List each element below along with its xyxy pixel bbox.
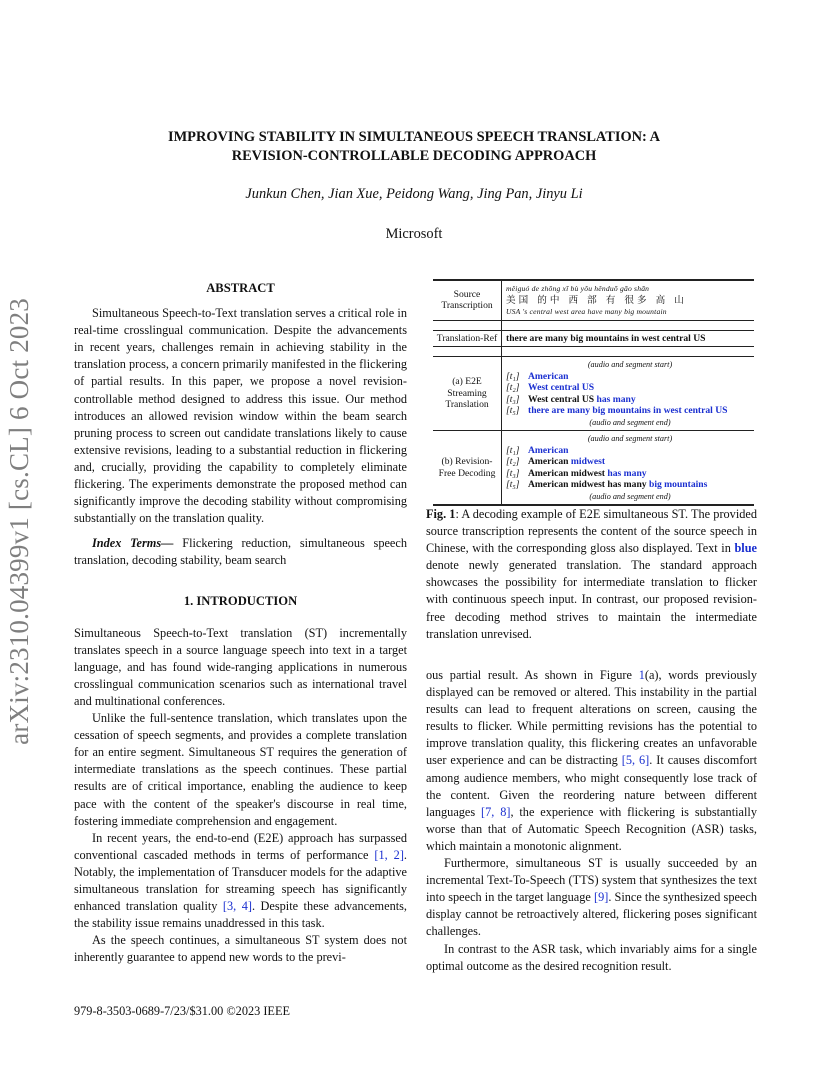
- index-terms-text: Flickering reduction, simultaneous speech translation, decoding stability, beam search: [74, 536, 407, 568]
- right-column: [426, 667, 757, 975]
- title-line-2: REVISION-CONTROLLABLE DECODING APPROACH: [231, 148, 597, 164]
- timestep-label: [t₂]: [506, 456, 520, 467]
- citation-link[interactable]: [3, 4]: [222, 899, 252, 914]
- translation-row: [506, 371, 754, 383]
- intro-paragraph-4: As the speech continues, a simultaneous ST system does not inherently guarantee to append new words to the previ-: [74, 933, 407, 965]
- source-label: Source Transcription: [433, 280, 502, 320]
- end-note: (audio and segment end): [589, 491, 671, 501]
- new-text: West central US: [528, 382, 595, 393]
- figure-1-table: [433, 279, 754, 506]
- timestep-label: [t₅]: [506, 405, 520, 416]
- new-text: big mountains: [648, 479, 708, 490]
- left-column: [74, 280, 407, 966]
- stable-text: American midwest: [528, 467, 608, 479]
- start-note: (audio and segment start): [587, 360, 673, 369]
- timestep-label: [t₅]: [506, 479, 520, 490]
- intro-p3-text-a: In recent years, the end-to-end (E2E) approach has surpassed conventional cascaded methods in terms of performance: [74, 830, 407, 862]
- translation-row: [506, 405, 754, 417]
- arxiv-sidebar-id: arXiv:2310.04399v1 [cs.CL] 6 Oct 2023: [4, 298, 34, 745]
- stable-text: American midwest has many: [528, 479, 649, 490]
- authors: Junkun Chen, Jian Xue, Peidong Wang, Jing Pan, Jinyu Li: [245, 186, 583, 202]
- intro-p3-text-c: . Despite these advancements, the stability issue remains unaddressed in this task.: [74, 899, 407, 931]
- timestep-label: [t₁]: [506, 370, 520, 382]
- right-p1-c: . It causes discomfort among audience members, who might consequently lose track of the content. Given the reordering nature between different languages: [426, 753, 758, 819]
- gloss-row: USA 's central west area have many big mountain: [506, 307, 667, 316]
- translation-row: [506, 468, 754, 480]
- translation-row: [506, 456, 754, 468]
- right-p2-a: Furthermore, simultaneous ST is usually succeeded by an incremental Text-To-Speech (TTS) system that synthesizes the text into speech in the target language: [426, 856, 757, 905]
- new-text: has many: [596, 393, 636, 405]
- intro-paragraph-2: Unlike the full-sentence translation, which translates upon the cessation of speech segments, and provides a complete translation for an entire segment. Simultaneous ST requires the generation of intermediate translations as the speech continues. These partial results are of critical importance, enabling the audience to keep pace with the content of the speaker's discourse in real time, fostering immediate comprehension and engagement.: [74, 711, 407, 828]
- timestep-label: [t₃]: [506, 393, 520, 405]
- right-p1-d: , the experience with flickering is substantially worse than that of Automatic Speech Recognition (ASR) tasks, which maintain a monotonic alignment.: [426, 804, 757, 853]
- timestep-label: [t₂]: [506, 382, 520, 393]
- figure-caption: [426, 506, 757, 643]
- revision-free-rows: [506, 445, 754, 491]
- revision-free-label: (b) Revision-Free Decoding: [433, 431, 502, 506]
- intro-heading: 1. INTRODUCTION: [183, 593, 298, 608]
- intro-paragraph-1: Simultaneous Speech-to-Text translation (ST) incrementally translates speech in a source language speech into text in a target language, and has found wide-ranging applications in numerous crosslingual communication scenarios such as international travel and multinational conferences.: [74, 625, 407, 708]
- affiliation: Microsoft: [385, 226, 443, 242]
- citation-link[interactable]: [5, 6]: [621, 753, 650, 768]
- intro-p3-text-b: . Notably, the implementation of Transducer models for the adaptive simultaneous translation for streaming speech has significantly enhanced translation quality: [74, 847, 407, 914]
- index-terms: [74, 535, 407, 569]
- right-paragraph-2: [426, 855, 757, 940]
- abstract-text: Simultaneous Speech-to-Text translation serves a critical role in real-time crosslingual communication. Despite the advancements in recent years, challenges remain in achieving stability in the translation process, a concern primarily manifested in the flickering of partial results. In this paper, we propose a novel revision-controllable method designed to address this issue. Our method introduces an allowed revision window within the beam search pruning process to screen out candidate translations likely to cause extensive revisions, leading to a substantial reduction in flickering and, crucially, providing the capability to completely eliminate flickering. The experiments demonstrate the proposed method can significantly improve the decoding stability without compromising substantially on the translation quality.: [74, 306, 407, 526]
- caption-blue-word: blue: [734, 541, 757, 556]
- e2e-rows: [506, 371, 754, 417]
- timestep-label: [t₃]: [506, 467, 520, 479]
- new-text: has many: [607, 467, 647, 479]
- ref-label: Translation-Ref: [433, 330, 502, 347]
- right-p1-b: (a), words previously displayed can be removed or altered. This instability in the partial results can lead to frequent alterations on screen, causing the results to flicker. While permitting revisions has the potential to improve translation quality, this flickering creates an unfavorable user experience and can be distracting: [426, 668, 757, 768]
- translation-row: [506, 445, 754, 457]
- translation-row: [506, 394, 754, 406]
- end-note: (audio and segment end): [589, 417, 671, 427]
- stable-text: American: [528, 456, 571, 467]
- new-text: American: [528, 370, 569, 382]
- caption-label: Fig. 1: [426, 507, 456, 521]
- caption-text-a: : A decoding example of E2E simultaneous ST. The provided source transcription represents the content of the source speech in Chinese, with the corresponding gloss also displayed. Text in: [426, 507, 758, 556]
- start-note: (audio and segment start): [587, 434, 673, 443]
- index-terms-label: Index Terms—: [92, 536, 174, 551]
- right-p2-b: . Since the synthesized speech display cannot be retroactively altered, flickering poses significant challenges.: [426, 890, 758, 939]
- new-text: there are many big mountains in west central US: [528, 405, 728, 416]
- right-p1-a: ous partial result. As shown in Figure: [426, 668, 639, 682]
- e2e-label: (a) E2E Streaming Translation: [433, 357, 502, 431]
- caption-text-b: denote newly generated translation. The standard approach showcases the possibility for intermediate translation to flicker with continuous speech input. In contrast, our proposed revision-free decoding method strives to maintain the intermediate translation unrevised.: [426, 558, 757, 641]
- translation-row: [506, 382, 754, 394]
- ref-text: there are many big mountains in west central US: [502, 330, 755, 347]
- citation-link[interactable]: [1, 2]: [374, 847, 404, 862]
- intro-paragraph-3: [74, 830, 407, 933]
- hanzi-row: 美国 的中 西 部 有 很多 高 山: [506, 294, 687, 306]
- new-text: American: [528, 444, 569, 456]
- citation-link[interactable]: [9]: [593, 890, 609, 905]
- right-paragraph-1: [426, 667, 757, 855]
- right-paragraph-3: In contrast to the ASR task, which invariably aims for a single optimal outcome as the desired recognition result.: [426, 941, 757, 973]
- citation-link[interactable]: [7, 8]: [481, 804, 511, 819]
- timestep-label: [t₁]: [506, 444, 520, 456]
- figure-link[interactable]: 1: [638, 668, 645, 682]
- title-line-1: IMPROVING STABILITY IN SIMULTANEOUS SPEECH TRANSLATION: A: [167, 129, 661, 145]
- copyright-footer: 979-8-3503-0689-7/23/$31.00 ©2023 IEEE: [74, 1004, 290, 1018]
- abstract-heading: ABSTRACT: [206, 281, 275, 295]
- new-text: midwest: [570, 456, 606, 467]
- paper-title: [60, 128, 768, 166]
- translation-row: [506, 479, 754, 491]
- pinyin-row: měiguó de zhōng xī bù yǒu hěnduō gāo shān: [506, 284, 650, 293]
- stable-text: West central US: [528, 393, 597, 405]
